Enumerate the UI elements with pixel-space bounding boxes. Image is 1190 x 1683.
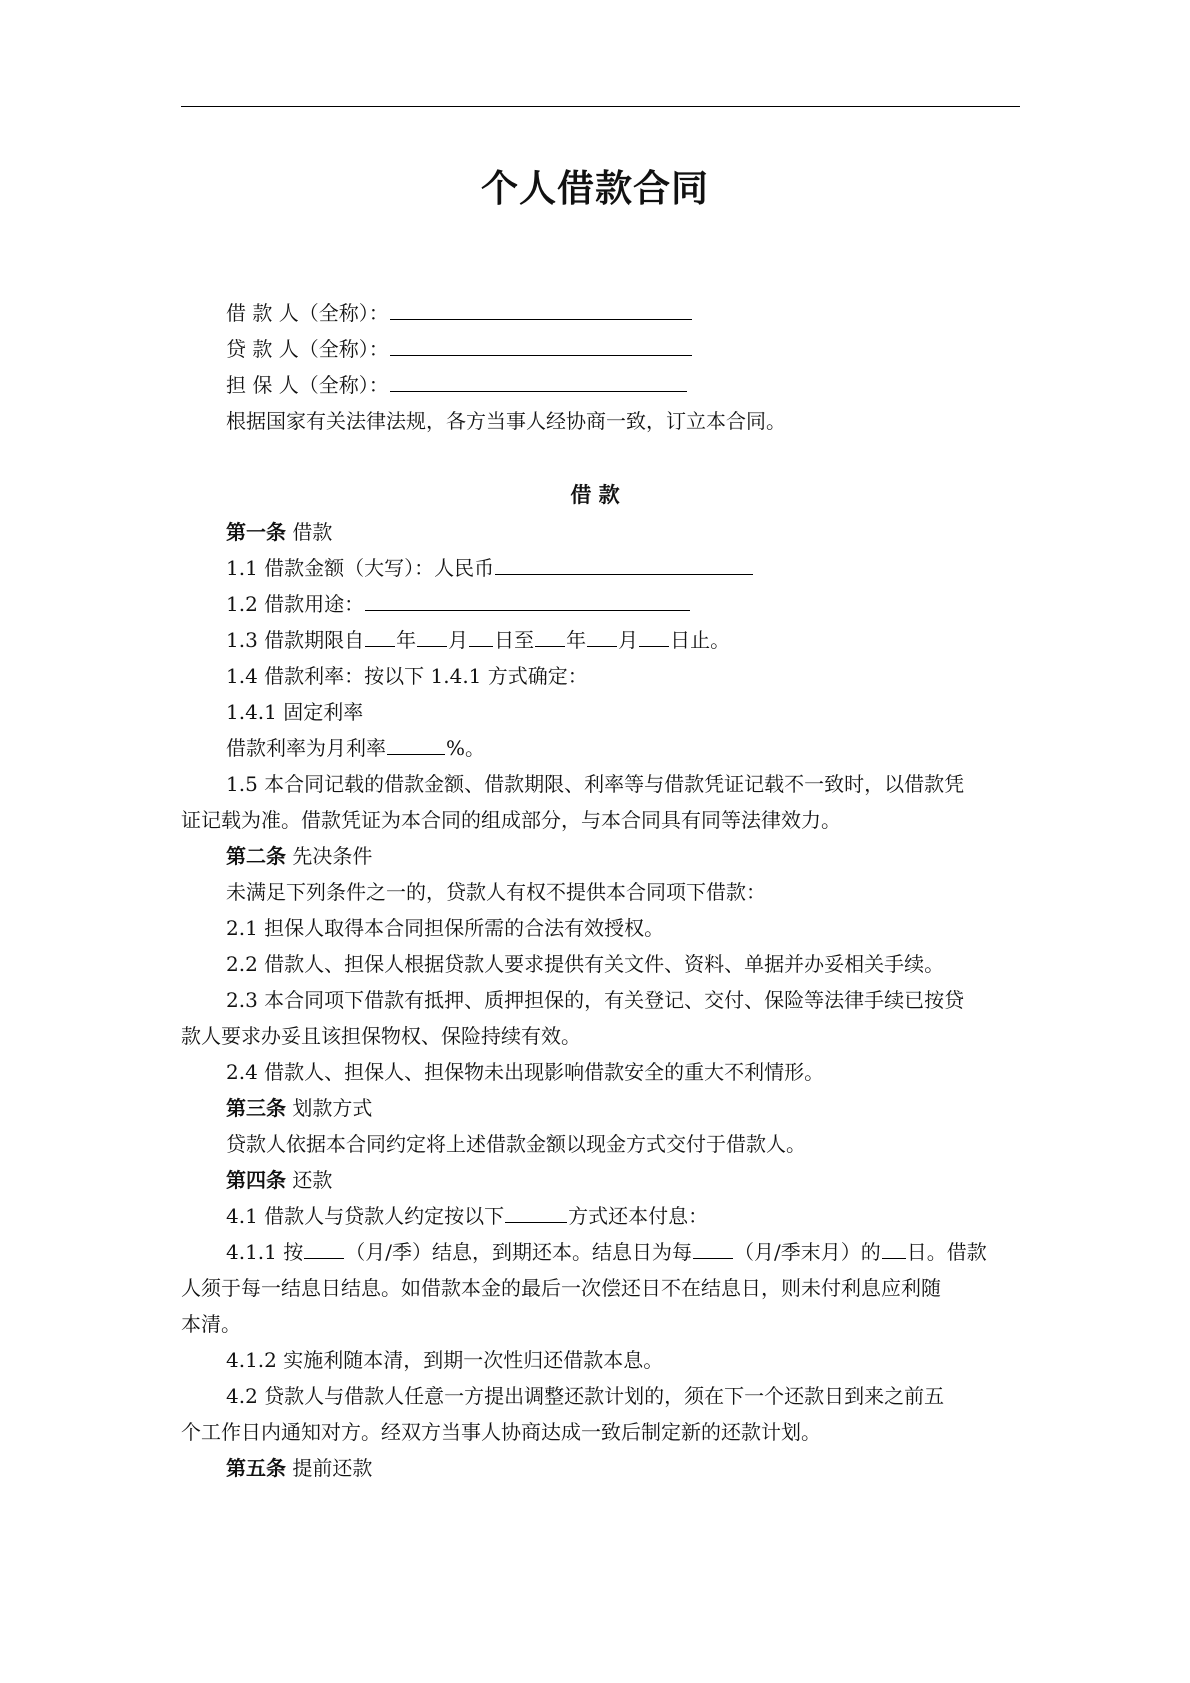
settlement-day-blank[interactable]	[882, 1240, 906, 1259]
preamble: 根据国家有关法律法规，各方当事人经协商一致，订立本合同。	[226, 409, 786, 433]
article3-body: 贷款人依据本合同约定将上述借款金额以现金方式交付于借款人。	[226, 1132, 806, 1156]
guarantor-name-blank[interactable]	[390, 373, 687, 392]
article3-title: 划款方式	[292, 1096, 373, 1120]
article5-number: 第五条	[226, 1456, 286, 1480]
clause-4-1-1-text: 4.1.1 按	[226, 1240, 304, 1264]
article2-title: 先决条件	[292, 844, 373, 868]
article2-heading	[226, 842, 372, 870]
month-label: 月	[618, 628, 639, 652]
clause-2-1: 2.1 担保人取得本合同担保所需的合法有效授权。	[226, 916, 665, 940]
article5-heading	[226, 1454, 372, 1482]
article4-number: 第四条	[226, 1168, 286, 1192]
clause-1-3-text: 1.3 借款期限自	[226, 628, 365, 652]
interest-rate-label: 借款利率为月利率	[226, 736, 386, 760]
clause-1-1-text: 1.1 借款金额（大写）：人民币	[226, 556, 495, 580]
clause-1-5-line2: 证记载为准。借款凭证为本合同的组成部分，与本合同具有同等法律效力。	[181, 808, 841, 832]
clause-4-1-1-line1	[226, 1238, 987, 1266]
clause-1-3	[226, 626, 730, 654]
borrower-name-blank[interactable]	[390, 301, 692, 320]
start-year-blank[interactable]	[365, 628, 395, 647]
article1-title: 借款	[292, 520, 333, 544]
clause-4-1-2: 4.1.2 实施利随本清，到期一次性归还借款本息。	[226, 1348, 664, 1372]
clause-4-1-1-mid2: （月/季末月）的	[734, 1240, 881, 1264]
article4-title: 还款	[292, 1168, 333, 1192]
end-year-blank[interactable]	[535, 628, 565, 647]
start-month-blank[interactable]	[417, 628, 447, 647]
borrower-label: 借 款 人（全称）：	[226, 301, 389, 325]
article2-intro: 未满足下列条件之一的，贷款人有权不提供本合同项下借款：	[226, 880, 766, 904]
clause-4-1	[226, 1202, 708, 1230]
lender-line	[226, 335, 693, 363]
article2-number: 第二条	[226, 844, 286, 868]
clause-4-1-suffix: 方式还本付息：	[568, 1204, 709, 1228]
year-label: 年	[566, 628, 587, 652]
clause-1-2	[226, 590, 691, 618]
clause-1-2-text: 1.2 借款用途：	[226, 592, 365, 616]
article4-heading	[226, 1166, 332, 1194]
clause-4-1-1-end: 日。借款	[906, 1240, 987, 1264]
article1-number: 第一条	[226, 520, 286, 544]
repayment-method-blank[interactable]	[505, 1204, 567, 1223]
clause-2-3-line2: 款人要求办妥且该担保物权、保险持续有效。	[181, 1024, 581, 1048]
article1-heading	[226, 518, 332, 546]
clause-2-3-line1: 2.3 本合同项下借款有抵押、质押担保的，有关登记、交付、保险等法律手续已按贷	[226, 988, 965, 1012]
year-label: 年	[396, 628, 417, 652]
clause-2-4: 2.4 借款人、担保人、担保物未出现影响借款安全的重大不利情形。	[226, 1060, 825, 1084]
clause-4-1-1-mid: （月/季）结息，到期还本。结息日为每	[345, 1240, 692, 1264]
clause-4-1-text: 4.1 借款人与贷款人约定按以下	[226, 1204, 505, 1228]
clause-1-4: 1.4 借款利率：按以下 1.4.1 方式确定：	[226, 664, 588, 688]
end-month-blank[interactable]	[587, 628, 617, 647]
interest-rate-line	[226, 734, 485, 762]
settlement-month-blank[interactable]	[693, 1240, 733, 1259]
day-to-label: 日至	[494, 628, 535, 652]
month-label: 月	[448, 628, 469, 652]
clause-1-1	[226, 554, 754, 582]
loan-purpose-blank[interactable]	[365, 592, 690, 611]
day-end-label: 日止。	[670, 628, 731, 652]
percent-sign: %。	[446, 736, 486, 760]
clause-4-1-1-line2: 人须于每一结息日结息。如借款本金的最后一次偿还日不在结息日，则未付利息应利随	[181, 1276, 941, 1300]
clause-4-2-line2: 个工作日内通知对方。经双方当事人协商达成一致后制定新的还款计划。	[181, 1420, 821, 1444]
guarantor-label: 担 保 人（全称）：	[226, 373, 389, 397]
lender-name-blank[interactable]	[390, 337, 692, 356]
start-day-blank[interactable]	[469, 628, 493, 647]
article3-number: 第三条	[226, 1096, 286, 1120]
clause-1-4-1: 1.4.1 固定利率	[226, 700, 364, 724]
interest-period-blank[interactable]	[304, 1240, 344, 1259]
clause-2-2: 2.2 借款人、担保人根据贷款人要求提供有关文件、资料、单据并办妥相关手续。	[226, 952, 945, 976]
guarantor-line	[226, 371, 688, 399]
article3-heading	[226, 1094, 372, 1122]
clause-4-2-line1: 4.2 贷款人与借款人任意一方提出调整还款计划的，须在下一个还款日到来之前五	[226, 1384, 945, 1408]
document-title: 个人借款合同	[481, 166, 709, 210]
interest-rate-blank[interactable]	[387, 736, 445, 755]
end-day-blank[interactable]	[639, 628, 669, 647]
lender-label: 贷 款 人（全称）：	[226, 337, 389, 361]
clause-4-1-1-line3: 本清。	[181, 1312, 241, 1336]
article5-title: 提前还款	[292, 1456, 373, 1480]
clause-1-5-line1: 1.5 本合同记载的借款金额、借款期限、利率等与借款凭证记载不一致时，以借款凭	[226, 772, 965, 796]
loan-amount-blank[interactable]	[495, 556, 753, 575]
section-heading: 借 款	[570, 482, 620, 507]
borrower-line	[226, 299, 693, 327]
header-rule	[181, 106, 1020, 107]
